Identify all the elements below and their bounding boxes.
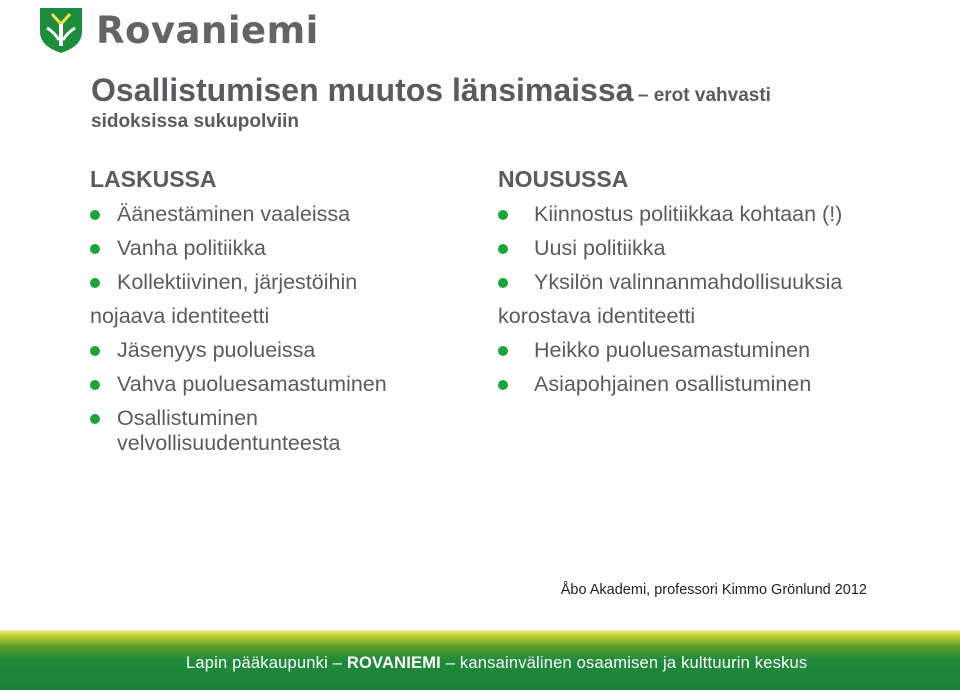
footer-text-city: ROVANIEMI bbox=[346, 654, 441, 672]
bullet-icon bbox=[90, 244, 100, 254]
footer-text bbox=[186, 654, 807, 673]
list-item-text: Asiapohjainen osallistuminen bbox=[534, 372, 812, 396]
column-heading-decreasing: LASKUSSA bbox=[90, 166, 217, 192]
list-item bbox=[90, 270, 470, 329]
bullet-icon bbox=[498, 278, 508, 288]
footer-text-part3: – kansainvälinen osaamisen ja kulttuurin keskus bbox=[440, 654, 808, 672]
list-item bbox=[90, 236, 470, 261]
list-item bbox=[498, 270, 938, 329]
column-increasing bbox=[498, 166, 938, 406]
source-credit: Åbo Akademi, professori Kimmo Grönlund 2012 bbox=[560, 582, 867, 598]
list-item-text: Vahva puoluesamastuminen bbox=[117, 372, 387, 396]
title-sub: – erot vahvasti bbox=[637, 85, 771, 106]
list-decreasing bbox=[90, 202, 470, 456]
bullet-icon bbox=[498, 244, 508, 254]
bullet-icon bbox=[90, 414, 100, 424]
bullet-icon bbox=[90, 380, 100, 390]
title-main: Osallistumisen muutos länsimaissa bbox=[91, 72, 634, 108]
list-item bbox=[90, 406, 470, 456]
list-item-text: Yksilön valinnanmahdollisuuksia bbox=[534, 270, 843, 294]
list-item bbox=[498, 202, 938, 227]
footer-text-part1: Lapin pääkaupunki – bbox=[186, 654, 347, 672]
bullet-icon bbox=[498, 346, 508, 356]
list-item bbox=[498, 236, 938, 261]
column-decreasing bbox=[90, 166, 470, 465]
list-item-continuation: korostava identiteetti bbox=[498, 304, 696, 328]
list-increasing bbox=[498, 202, 938, 397]
brand-name: Rovaniemi bbox=[96, 8, 319, 52]
title-line2: sidoksissa sukupolviin bbox=[91, 111, 300, 132]
bullet-icon bbox=[498, 210, 508, 220]
list-item bbox=[90, 202, 470, 227]
list-item bbox=[498, 338, 938, 363]
list-item bbox=[90, 372, 470, 397]
list-item-text: Heikko puoluesamastuminen bbox=[534, 338, 811, 362]
list-item-text: Jäsenyys puolueissa bbox=[117, 338, 316, 362]
list-item bbox=[498, 372, 938, 397]
brand-logo bbox=[38, 6, 319, 54]
list-item-text: Osallistuminen velvollisuudentunteesta bbox=[117, 406, 341, 455]
list-item-text: Kiinnostus politiikkaa kohtaan (!) bbox=[534, 202, 843, 226]
bullet-icon bbox=[90, 346, 100, 356]
list-item-text: Kollektiivinen, järjestöihin bbox=[117, 270, 358, 294]
footer-banner bbox=[0, 630, 960, 690]
bullet-icon bbox=[90, 210, 100, 220]
rovaniemi-crest-icon bbox=[38, 6, 84, 54]
bullet-icon bbox=[498, 380, 508, 390]
bullet-icon bbox=[90, 278, 100, 288]
list-item-text: Uusi politiikka bbox=[534, 236, 666, 260]
column-heading-increasing: NOUSUSSA bbox=[498, 166, 629, 192]
list-item bbox=[90, 338, 470, 363]
slide-title bbox=[91, 72, 931, 133]
list-item-text: Vanha politiikka bbox=[117, 236, 266, 260]
list-item-text: Äänestäminen vaaleissa bbox=[117, 202, 351, 226]
list-item-continuation: nojaava identiteetti bbox=[90, 304, 270, 328]
